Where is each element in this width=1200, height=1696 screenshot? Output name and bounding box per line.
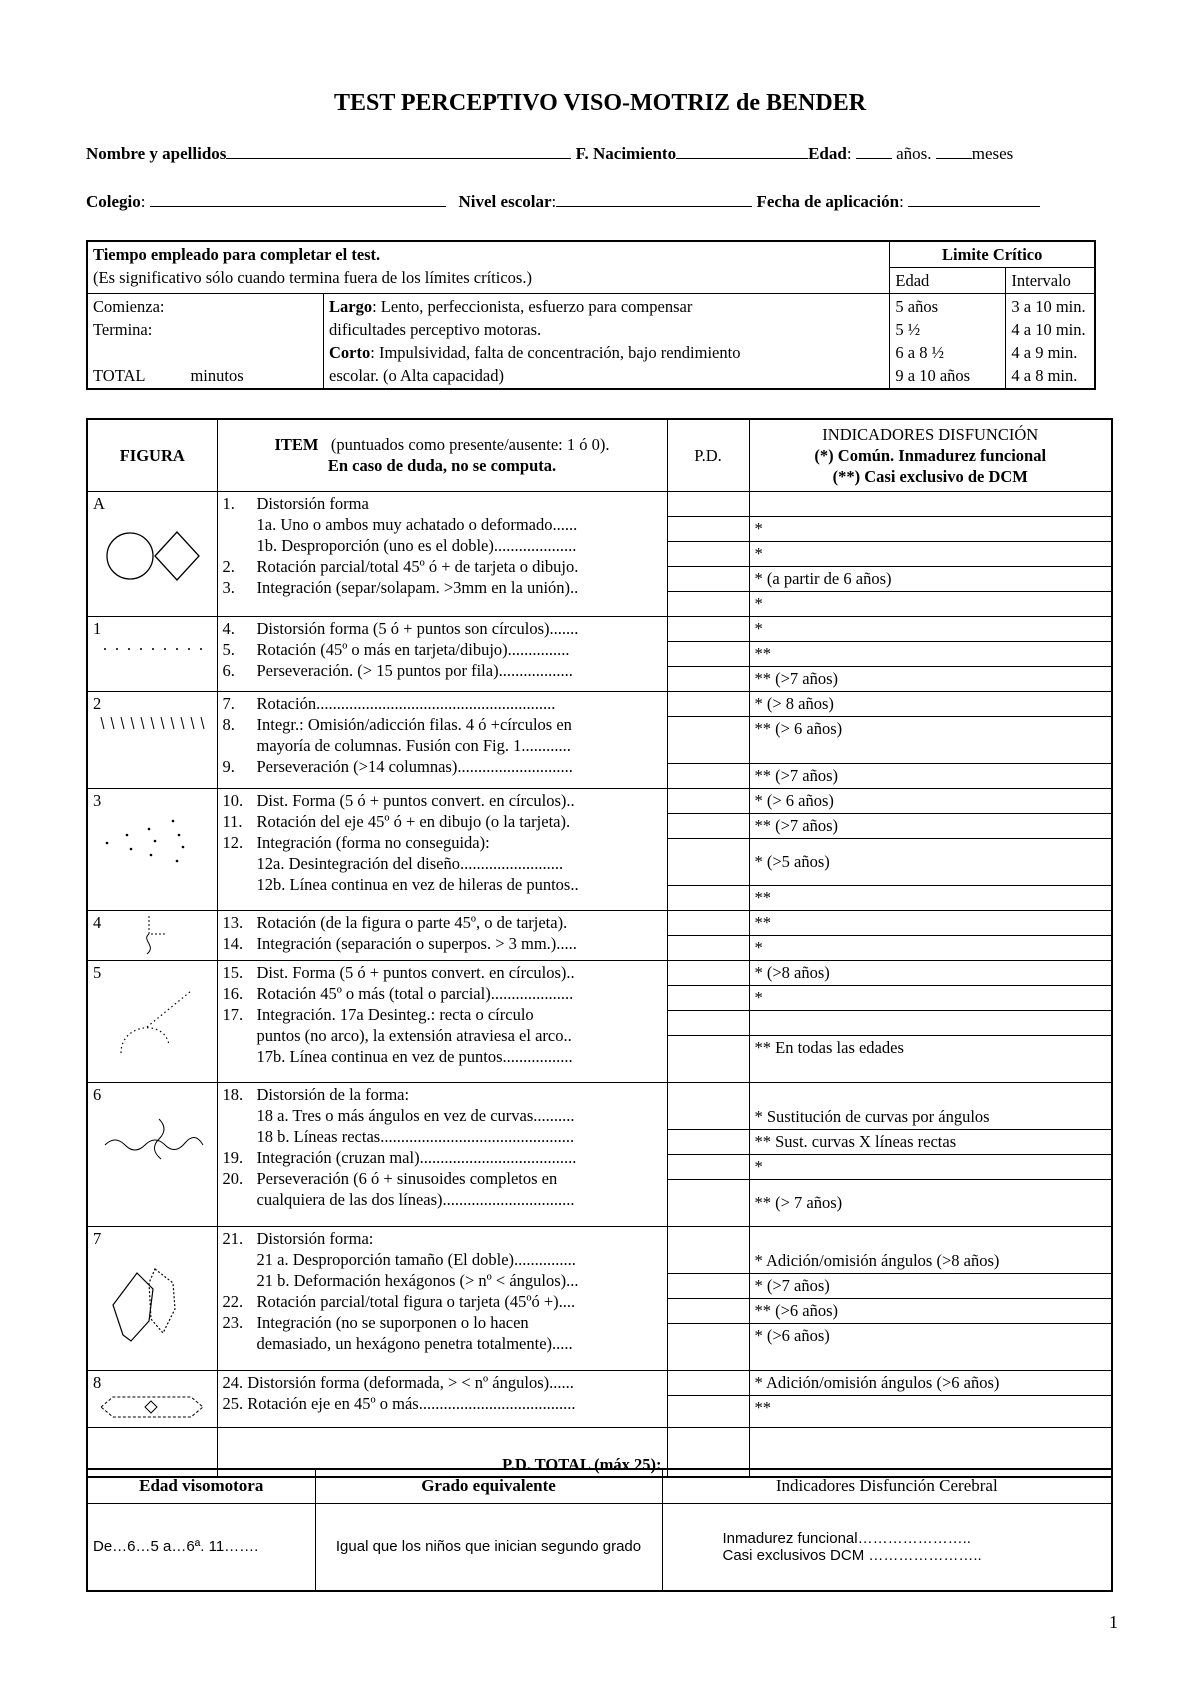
item-row: 24. Distorsión forma (deformada, > < nº ángulos)...... bbox=[222, 1372, 574, 1392]
ind-value: ** bbox=[750, 911, 1112, 936]
footer-h1 bbox=[87, 1469, 315, 1503]
colegio-field[interactable] bbox=[150, 190, 446, 207]
ind-value: ** (>7 años) bbox=[750, 814, 1112, 839]
ind-value: * (>6 años) bbox=[754, 1325, 830, 1345]
ind-cell bbox=[749, 491, 1112, 616]
figure-label: 6 bbox=[93, 1084, 102, 1104]
header-item-note-2: En caso de duda, no se computa. bbox=[327, 456, 557, 476]
ind-value: * bbox=[750, 617, 1112, 642]
header-pd: P.D. bbox=[667, 419, 749, 491]
pd-cell[interactable] bbox=[667, 1082, 749, 1226]
ind-value: * Adición/omisión ángulos (>8 años) bbox=[750, 1227, 1112, 1274]
footer-table bbox=[86, 1468, 1113, 1592]
item-row: 13. Rotación (de la figura o parte 45º, o de tarjeta). bbox=[222, 912, 568, 932]
largo-text-2: dificultades perceptivo motoras. bbox=[329, 320, 542, 339]
figure-a-drawing bbox=[93, 514, 211, 594]
item-row: 8. Integr.: Omisión/adicción filas. 4 ó +círculos en bbox=[222, 714, 572, 734]
figure-cell-5 bbox=[87, 960, 217, 1082]
figure-5-drawing bbox=[93, 983, 211, 1063]
ind-value: * (> 6 años) bbox=[750, 789, 1112, 814]
header-indicadores bbox=[749, 419, 1112, 491]
ind-value: * (>7 años) bbox=[750, 1274, 1112, 1299]
items-cell bbox=[217, 1082, 667, 1226]
edad-anos-field[interactable] bbox=[856, 142, 892, 159]
ind-value: ** (>7 años) bbox=[754, 668, 839, 688]
intervalo-row: 3 a 10 min. bbox=[1011, 297, 1086, 316]
edad-row: 9 a 10 años bbox=[895, 366, 971, 385]
ind-value bbox=[750, 492, 1112, 517]
figure-label: 7 bbox=[93, 1228, 102, 1248]
pd-cell[interactable] bbox=[667, 960, 749, 1082]
items-cell bbox=[217, 616, 667, 691]
items-cell bbox=[217, 491, 667, 616]
largo-label: Largo bbox=[329, 297, 373, 316]
ind-value: ** bbox=[754, 1397, 771, 1417]
edad-row: 5 años bbox=[895, 297, 938, 316]
item-row: 4. Distorsión forma (5 ó + puntos son círculos)....... bbox=[222, 618, 579, 638]
edad-values bbox=[890, 294, 1006, 390]
item-row: 9. Perseveración (>14 columnas)............................ bbox=[222, 756, 573, 776]
ind-cell bbox=[749, 1226, 1112, 1370]
ind-cell bbox=[749, 960, 1112, 1082]
comienza-label: Comienza: bbox=[93, 297, 165, 316]
figure-cell-4 bbox=[87, 910, 217, 960]
ind-cell bbox=[749, 788, 1112, 910]
item-row: 15. Dist. Forma (5 ó + puntos convert. en círculos).. bbox=[222, 962, 575, 982]
figure-8-drawing bbox=[93, 1393, 211, 1421]
item-row: 16. Rotación 45º o más (total o parcial).................... bbox=[222, 983, 574, 1003]
pd-cell[interactable] bbox=[667, 691, 749, 788]
header-ind-3: (**) Casi exclusivo de DCM bbox=[832, 466, 1028, 486]
ind-cell bbox=[749, 616, 1112, 691]
form-line-1: Nombre y apellidos F. Nacimiento Edad: años. meses bbox=[86, 144, 1014, 163]
header-item-note: (puntuados como presente/ausente: 1 ó 0). bbox=[330, 435, 610, 455]
items-cell bbox=[217, 960, 667, 1082]
items-cell bbox=[217, 691, 667, 788]
ind-value: ** Sust. curvas X líneas rectas bbox=[750, 1130, 1112, 1155]
ind-value: * Sustitución de curvas por ángulos bbox=[750, 1083, 1112, 1130]
edad-row: 5 ½ bbox=[895, 320, 921, 339]
time-title: Tiempo empleado para completar el test. bbox=[93, 245, 381, 264]
item-row: 21 a. Desproporción tamaño (El doble)............... bbox=[256, 1249, 576, 1269]
intervalo-values bbox=[1006, 294, 1095, 390]
footer-h1-text: Edad visomotora bbox=[139, 1476, 264, 1496]
items-cell bbox=[217, 1226, 667, 1370]
figure-2-drawing bbox=[93, 714, 211, 734]
ind-value: * (>8 años) bbox=[750, 961, 1112, 986]
item-row: 12. Integración (forma no conseguida): bbox=[222, 832, 490, 852]
item-row: 7. Rotación.......................................................... bbox=[222, 693, 556, 713]
time-fields[interactable] bbox=[87, 294, 324, 390]
figure-3-drawing bbox=[93, 811, 211, 871]
item-row: 18 b. Líneas rectas............................................... bbox=[256, 1126, 575, 1146]
figure-cell-1 bbox=[87, 616, 217, 691]
pd-cell[interactable] bbox=[667, 616, 749, 691]
pd-cell[interactable] bbox=[667, 491, 749, 616]
label-anos: años. bbox=[896, 144, 932, 163]
total-label: TOTAL bbox=[93, 366, 146, 385]
item-row: demasiado, un hexágono penetra totalmente)..... bbox=[256, 1333, 573, 1353]
figure-1-drawing bbox=[93, 639, 211, 659]
label-meses: meses bbox=[971, 144, 1014, 163]
footer-h3: Indicadores Disfunción Cerebral bbox=[662, 1469, 1112, 1503]
items-cell bbox=[217, 788, 667, 910]
items-cell bbox=[217, 910, 667, 960]
item-row: 1a. Uno o ambos muy achatado o deformado...... bbox=[256, 514, 578, 534]
figure-cell-8 bbox=[87, 1370, 217, 1427]
ind-value: * bbox=[750, 1155, 1112, 1180]
ind-value: ** (>6 años) bbox=[750, 1299, 1112, 1324]
item-row: 18 a. Tres o más ángulos en vez de curvas.......... bbox=[256, 1105, 575, 1125]
footer-h2-text: Grado equivalente bbox=[421, 1476, 556, 1496]
ind-value: * bbox=[750, 542, 1112, 567]
ind-value: * (> 8 años) bbox=[750, 692, 1112, 717]
item-row: 1. Distorsión forma bbox=[222, 493, 369, 513]
item-row: 21 b. Deformación hexágonos (> nº < ángulos)... bbox=[256, 1270, 579, 1290]
largo-corto-description bbox=[324, 294, 890, 390]
header-figura-text: FIGURA bbox=[119, 445, 185, 465]
label-colegio: Colegio bbox=[86, 192, 141, 211]
document-title: TEST PERCEPTIVO VISO-MOTRIZ de BENDER bbox=[333, 90, 867, 116]
pd-cell[interactable] bbox=[667, 1370, 749, 1427]
edad-meses-field[interactable] bbox=[936, 142, 972, 159]
ind-cell bbox=[749, 691, 1112, 788]
label-fecha: Fecha de aplicación bbox=[756, 192, 900, 211]
edad-visomotora-value: De…6…5 a…6ª. 11……. bbox=[87, 1503, 315, 1591]
figure-label: 4 bbox=[93, 912, 102, 932]
indicadores-values bbox=[662, 1503, 1112, 1591]
figure-cell-a bbox=[87, 491, 217, 616]
header-item bbox=[217, 419, 667, 491]
pd-cell[interactable] bbox=[667, 1226, 749, 1370]
fecha-field[interactable] bbox=[908, 190, 1040, 207]
nivel-field[interactable] bbox=[556, 190, 752, 207]
pd-cell[interactable] bbox=[667, 788, 749, 910]
ind-value: * Adición/omisión ángulos (>6 años) bbox=[750, 1371, 1112, 1396]
figure-label: 1 bbox=[93, 618, 102, 638]
item-row: 18. Distorsión de la forma: bbox=[222, 1084, 410, 1104]
item-row: 23. Integración (no se suporponen o lo hacen bbox=[222, 1312, 529, 1332]
item-row: cualquiera de las dos líneas)................................ bbox=[256, 1189, 575, 1209]
limit-header-text: Limite Crítico bbox=[942, 245, 1043, 264]
figure-label: 5 bbox=[93, 962, 102, 982]
ind-value: * bbox=[754, 937, 763, 957]
item-row: 17. Integración. 17a Desinteg.: recta o círculo bbox=[222, 1004, 534, 1024]
item-row: 20. Perseveración (6 ó + sinusoides completos en bbox=[222, 1168, 558, 1188]
header-item-text: ITEM bbox=[274, 435, 319, 455]
item-row: 19. Integración (cruzan mal)...................................... bbox=[222, 1147, 577, 1167]
main-table bbox=[86, 418, 1113, 1478]
item-row: 10. Dist. Forma (5 ó + puntos convert. en círculos).. bbox=[222, 790, 575, 810]
intervalo-row: 4 a 8 min. bbox=[1011, 366, 1078, 385]
ind-cell bbox=[749, 1082, 1112, 1226]
time-table bbox=[86, 240, 1096, 390]
pd-total-label: P.D. TOTAL (máx 25): bbox=[502, 1455, 662, 1474]
header-ind-1: INDICADORES DISFUNCIÓN bbox=[822, 424, 1039, 444]
edad-row: 6 a 8 ½ bbox=[895, 343, 944, 362]
item-row: 17b. Línea continua en vez de puntos................. bbox=[256, 1046, 573, 1066]
item-row: mayoría de columnas. Fusión con Fig. 1............ bbox=[256, 735, 571, 755]
item-row: 12a. Desintegración del diseño......................... bbox=[256, 853, 564, 873]
item-row: puntos (no arco), la extensión atraviesa el arco.. bbox=[256, 1025, 572, 1045]
intervalo-row: 4 a 10 min. bbox=[1011, 320, 1086, 339]
figure-4-drawing bbox=[101, 912, 191, 956]
form-line-2: Colegio: Nivel escolar: Fecha de aplicación: bbox=[86, 190, 1102, 212]
figure-cell-3 bbox=[87, 788, 217, 910]
ind-value: * (a partir de 6 años) bbox=[750, 567, 1112, 592]
ind-value: * bbox=[754, 593, 763, 613]
item-row: 22. Rotación parcial/total figura o tarjeta (45ºó +).... bbox=[222, 1291, 576, 1311]
figure-7-drawing bbox=[93, 1249, 211, 1349]
largo-text: : Lento, perfeccionista, esfuerzo para compensar bbox=[372, 297, 693, 316]
figure-cell-7 bbox=[87, 1226, 217, 1370]
inmadurez-line: Inmadurez funcional………………….. bbox=[722, 1529, 971, 1547]
ind-value: * bbox=[750, 986, 1112, 1011]
items-cell bbox=[217, 1370, 667, 1427]
corto-text-2: escolar. (o Alta capacidad) bbox=[329, 366, 504, 385]
corto-text: : Impulsividad, falta de concentración, bajo rendimiento bbox=[370, 343, 741, 362]
col-edad: Edad bbox=[890, 268, 1006, 294]
item-row: 25. Rotación eje en 45º o más...................................... bbox=[222, 1393, 576, 1413]
nacimiento-field[interactable] bbox=[676, 142, 808, 159]
figure-label: 8 bbox=[93, 1372, 102, 1392]
ind-cell bbox=[749, 910, 1112, 960]
label-edad: Edad bbox=[808, 144, 847, 163]
header-ind-2: (*) Común. Inmadurez funcional bbox=[814, 445, 1047, 465]
ind-value: * (>5 años) bbox=[750, 839, 1112, 886]
termina-label: Termina: bbox=[93, 320, 153, 339]
pd-cell[interactable] bbox=[667, 910, 749, 960]
corto-label: Corto bbox=[329, 343, 371, 362]
minutos-label: minutos bbox=[190, 366, 244, 385]
figure-cell-6 bbox=[87, 1082, 217, 1226]
ind-value: ** bbox=[750, 642, 1112, 667]
figure-cell-2 bbox=[87, 691, 217, 788]
intervalo-row: 4 a 9 min. bbox=[1011, 343, 1078, 362]
time-note: (Es significativo sólo cuando termina fuera de los límites críticos.) bbox=[93, 268, 532, 287]
ind-value: ** (> 6 años) bbox=[750, 717, 1112, 764]
figure-label: 3 bbox=[93, 790, 102, 810]
label-nacimiento: F. Nacimiento bbox=[575, 144, 677, 163]
item-row: 11. Rotación del eje 45º ó + en dibujo (o la tarjeta). bbox=[222, 811, 571, 831]
label-nivel: Nivel escolar bbox=[458, 192, 552, 211]
page-number: 1 bbox=[1109, 1612, 1118, 1632]
figure-label: 2 bbox=[93, 693, 102, 713]
nombre-field[interactable] bbox=[226, 142, 571, 159]
figure-6-drawing bbox=[93, 1105, 211, 1165]
figure-label: A bbox=[93, 493, 105, 513]
time-title-cell bbox=[87, 241, 890, 294]
limit-header bbox=[890, 241, 1095, 268]
ind-value: ** En todas las edades bbox=[754, 1037, 904, 1057]
item-row: 5. Rotación (45º o más en tarjeta/dibujo)............... bbox=[222, 639, 570, 659]
item-row: 1b. Desproporción (uno es el doble).................... bbox=[256, 535, 577, 555]
ind-value: ** bbox=[754, 887, 771, 907]
item-row: 12b. Línea continua en vez de hileras de puntos.. bbox=[256, 874, 579, 894]
dcm-line: Casi exclusivos DCM ………………….. bbox=[722, 1546, 982, 1564]
grado-equivalente-value: Igual que los niños que inician segundo grado bbox=[315, 1503, 662, 1591]
item-row: 3. Integración (separ/solapam. >3mm en la unión).. bbox=[222, 577, 579, 597]
ind-cell bbox=[749, 1370, 1112, 1427]
item-row: 14. Integración (separación o superpos. > 3 mm.)..... bbox=[222, 933, 577, 953]
ind-value: ** (>7 años) bbox=[754, 765, 839, 785]
label-nombre: Nombre y apellidos bbox=[86, 144, 227, 163]
item-row: 2. Rotación parcial/total 45º ó + de tarjeta o dibujo. bbox=[222, 556, 579, 576]
footer-h2 bbox=[315, 1469, 662, 1503]
item-row: 6. Perseveración. (> 15 puntos por fila).................. bbox=[222, 660, 573, 680]
item-row: 21. Distorsión forma: bbox=[222, 1228, 374, 1248]
header-figura bbox=[87, 419, 217, 491]
ind-value: * bbox=[750, 517, 1112, 542]
ind-value: ** (> 7 años) bbox=[754, 1192, 843, 1212]
col-intervalo: Intervalo bbox=[1006, 268, 1095, 294]
